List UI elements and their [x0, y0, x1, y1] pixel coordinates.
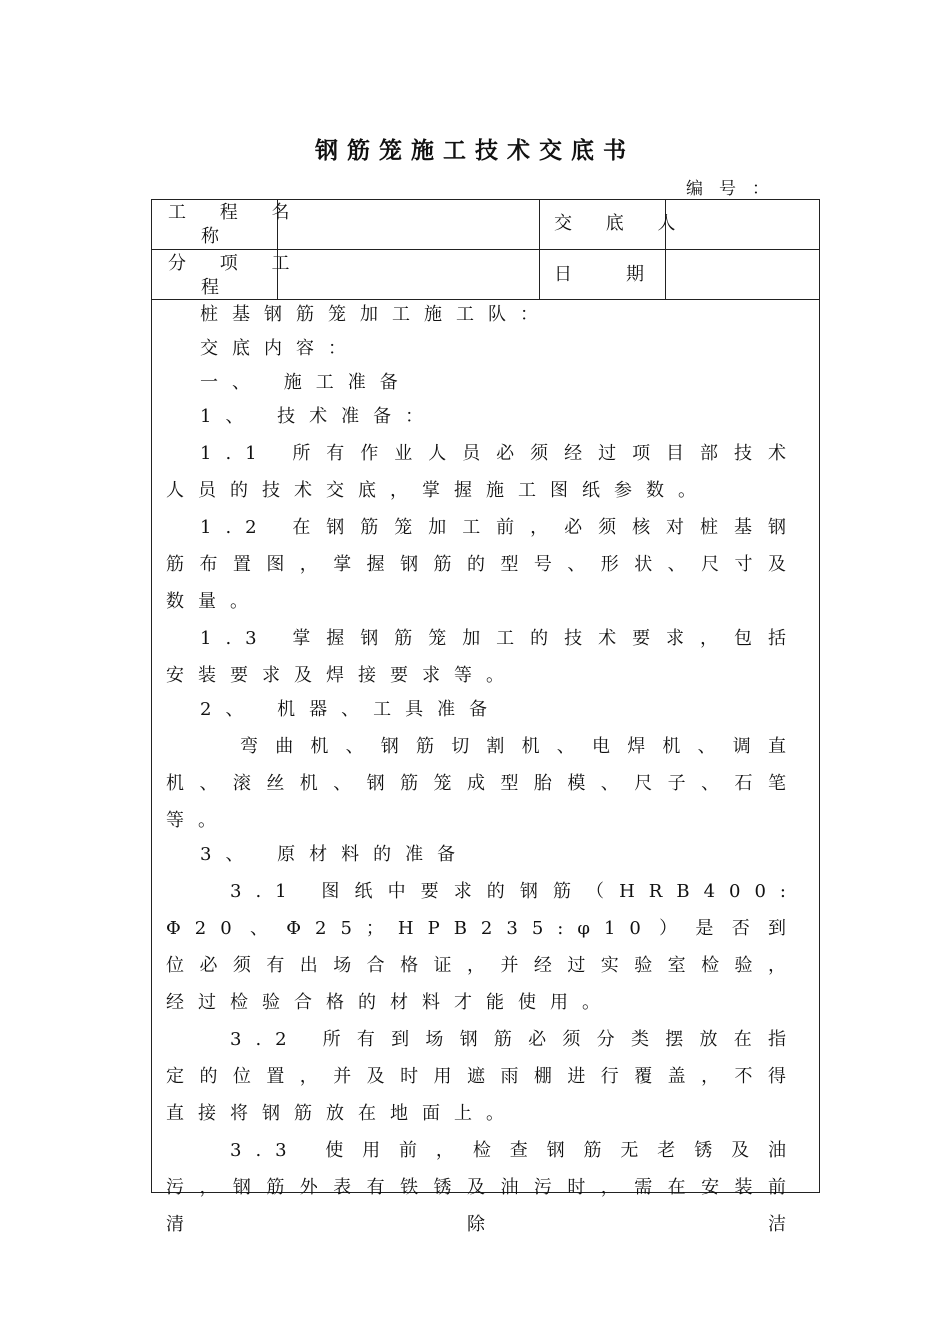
paragraph-1-2: 1.2 在钢筋笼加工前，必须核对桩基钢筋布置图，掌握钢筋的型号、形状、尺寸及数量。 — [166, 517, 800, 612]
subsection-heading-materials: 3、 原材料的准备 — [200, 844, 470, 865]
subsection-heading-tools: 2、 机器、工具准备 — [200, 699, 502, 720]
subsection-heading-technical: 1、 技术准备： — [200, 406, 438, 427]
disclosure-form — [151, 199, 820, 1235]
disclosure-content — [166, 300, 800, 1243]
document-number-label: 编号： — [686, 179, 785, 199]
column-divider — [539, 200, 540, 299]
subproject-label — [168, 252, 303, 300]
date-label: 日 期 — [554, 264, 650, 285]
project-name-label-line2: 称 — [201, 226, 233, 247]
content-heading: 交底内容： — [200, 338, 360, 359]
paragraph-3-1: 3.1 图纸中要求的钢筋（HRB400:Φ20、Φ25；HPB235:φ10）是否到位必须有出场合格证，并经过实验室检验，经过检验合格的材料才能使用。 — [166, 881, 800, 1013]
row-divider — [152, 249, 819, 250]
document-title: 钢筋笼施工技术交底书 — [315, 138, 635, 164]
paragraph-3-2: 3.2 所有到场钢筋必须分类摆放在指定的位置，并及时用遮雨棚进行覆盖，不得直接将钢筋放在地面上。 — [166, 1029, 800, 1124]
paragraph-3-3: 3.3 使用前，检查钢筋无老锈及油污，钢筋外表有铁锈及油污时，需在安装前清除洁 — [166, 1140, 800, 1235]
subproject-label-line2: 程 — [201, 277, 233, 298]
section-heading-preparation: 一、 施工准备 — [200, 372, 412, 393]
project-name-label — [168, 201, 303, 249]
paragraph-1-3: 1.3 掌握钢筋笼加工的技术要求，包括安装要求及焊接要求等。 — [166, 628, 800, 686]
paragraph-1-1: 1.1 所有作业人员必须经过项目部技术人员的技术交底，掌握施工图纸参数。 — [166, 443, 800, 501]
subproject-label-line1: 分 项 工 — [168, 253, 304, 274]
paragraph-tools: 弯曲机、钢筋切割机、电焊机、调直机、滚丝机、钢筋笼成型胎模、尺子、石笔等。 — [166, 736, 800, 831]
team-line: 桩基钢筋笼加工施工队： — [200, 304, 552, 325]
presenter-label: 交 底 人 — [554, 213, 690, 234]
project-name-label-line1: 工 程 名 — [168, 202, 304, 223]
